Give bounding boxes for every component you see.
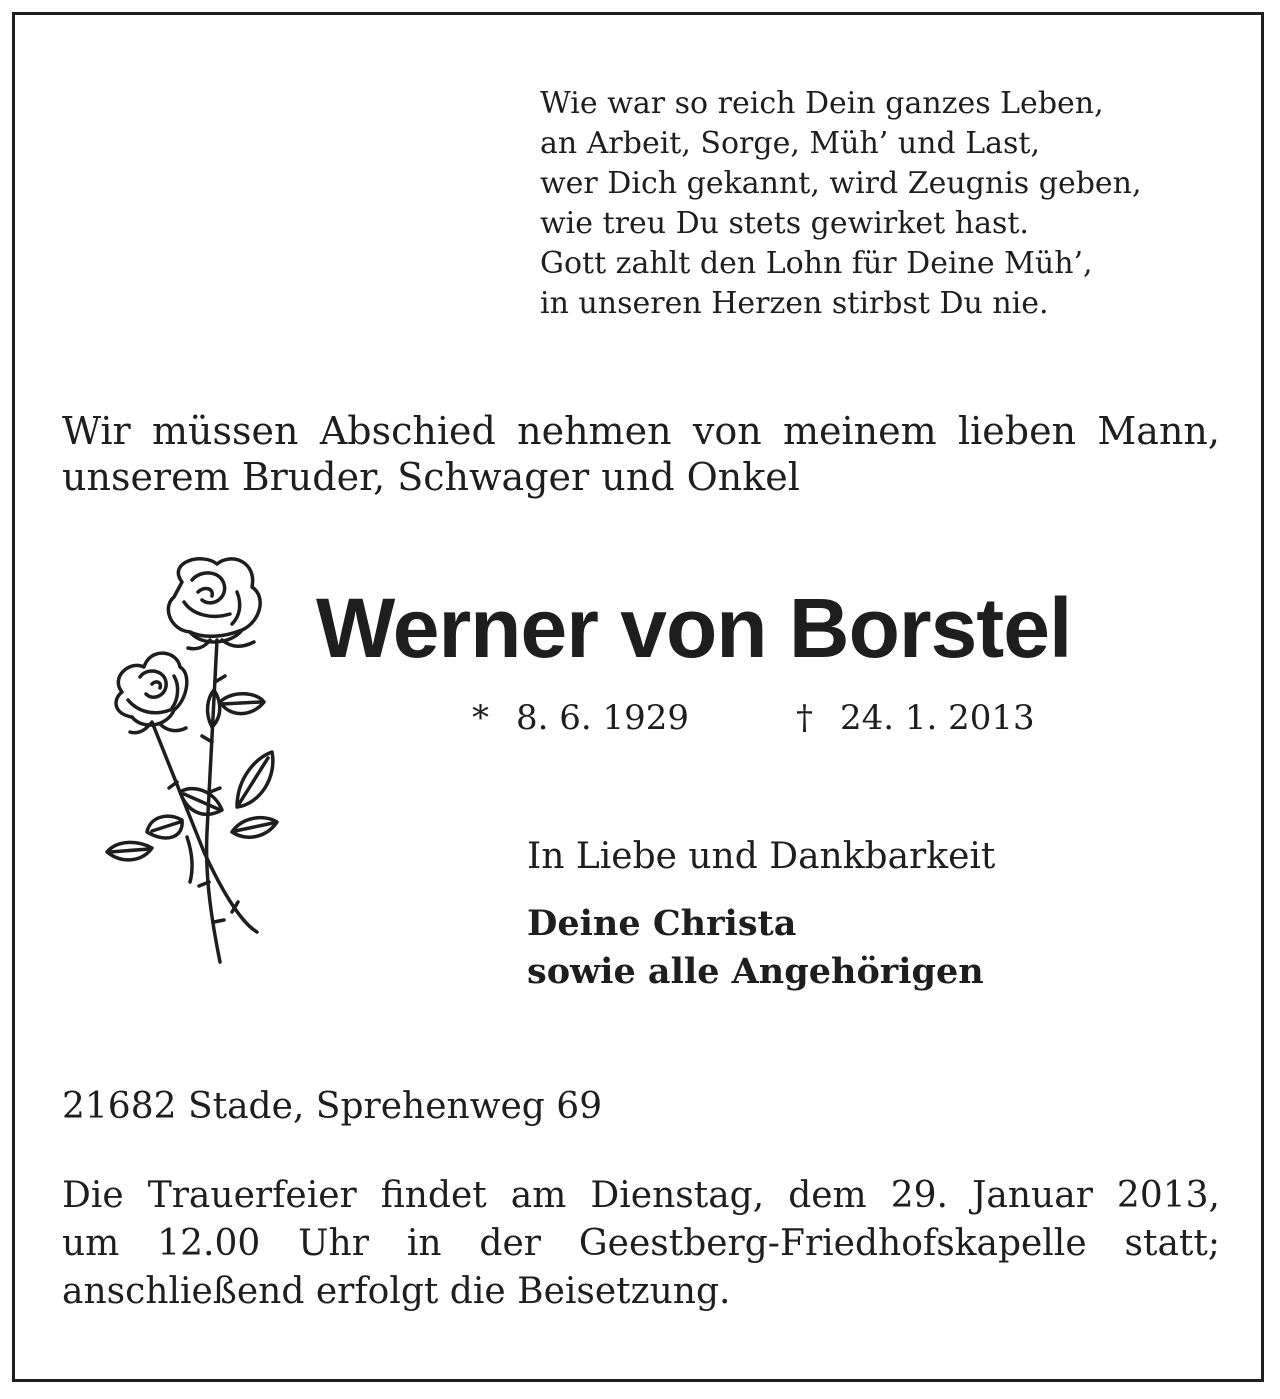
death-symbol: † (796, 698, 813, 738)
birth-date-value: 8. 6. 1929 (516, 698, 690, 738)
death-date (796, 696, 1035, 740)
poem (540, 84, 1142, 324)
poem-line: in unseren Herzen stirbst Du nie. (540, 286, 1049, 321)
service-line: um 12.00 Uhr in der Geestberg-Friedhofskapelle statt; (62, 1223, 1220, 1264)
poem-line: wer Dich gekannt, wird Zeugnis geben, (540, 166, 1142, 201)
poem-line: an Arbeit, Sorge, Müh’ und Last, (540, 126, 1041, 161)
intro-line: Wir müssen Abschied nehmen von meinem lieben Mann, (62, 409, 1220, 453)
rose-icon (92, 552, 292, 972)
intro-text (62, 408, 1220, 500)
service-info (62, 1172, 1220, 1316)
deceased-name: Werner von Borstel (316, 581, 1072, 675)
signer-line: Deine Christa (527, 903, 797, 944)
signers (527, 900, 984, 996)
signer-line: sowie alle Angehörigen (527, 951, 984, 992)
poem-line: wie treu Du stets gewirket hast. (540, 206, 1029, 241)
service-line: Die Trauerfeier findet am Dienstag, dem 29. Januar 2013, (62, 1175, 1220, 1216)
poem-line: Wie war so reich Dein ganzes Leben, (540, 86, 1104, 121)
death-date-value: 24. 1. 2013 (840, 698, 1035, 738)
thanks-line: In Liebe und Dankbarkeit (527, 836, 996, 877)
birth-date (472, 696, 689, 740)
birth-symbol: * (472, 698, 489, 738)
poem-line: Gott zahlt den Lohn für Deine Müh’, (540, 246, 1093, 281)
service-line: anschließend erfolgt die Beisetzung. (62, 1271, 731, 1312)
address: 21682 Stade, Sprehenweg 69 (62, 1086, 603, 1127)
intro-line: unserem Bruder, Schwager und Onkel (62, 455, 800, 499)
